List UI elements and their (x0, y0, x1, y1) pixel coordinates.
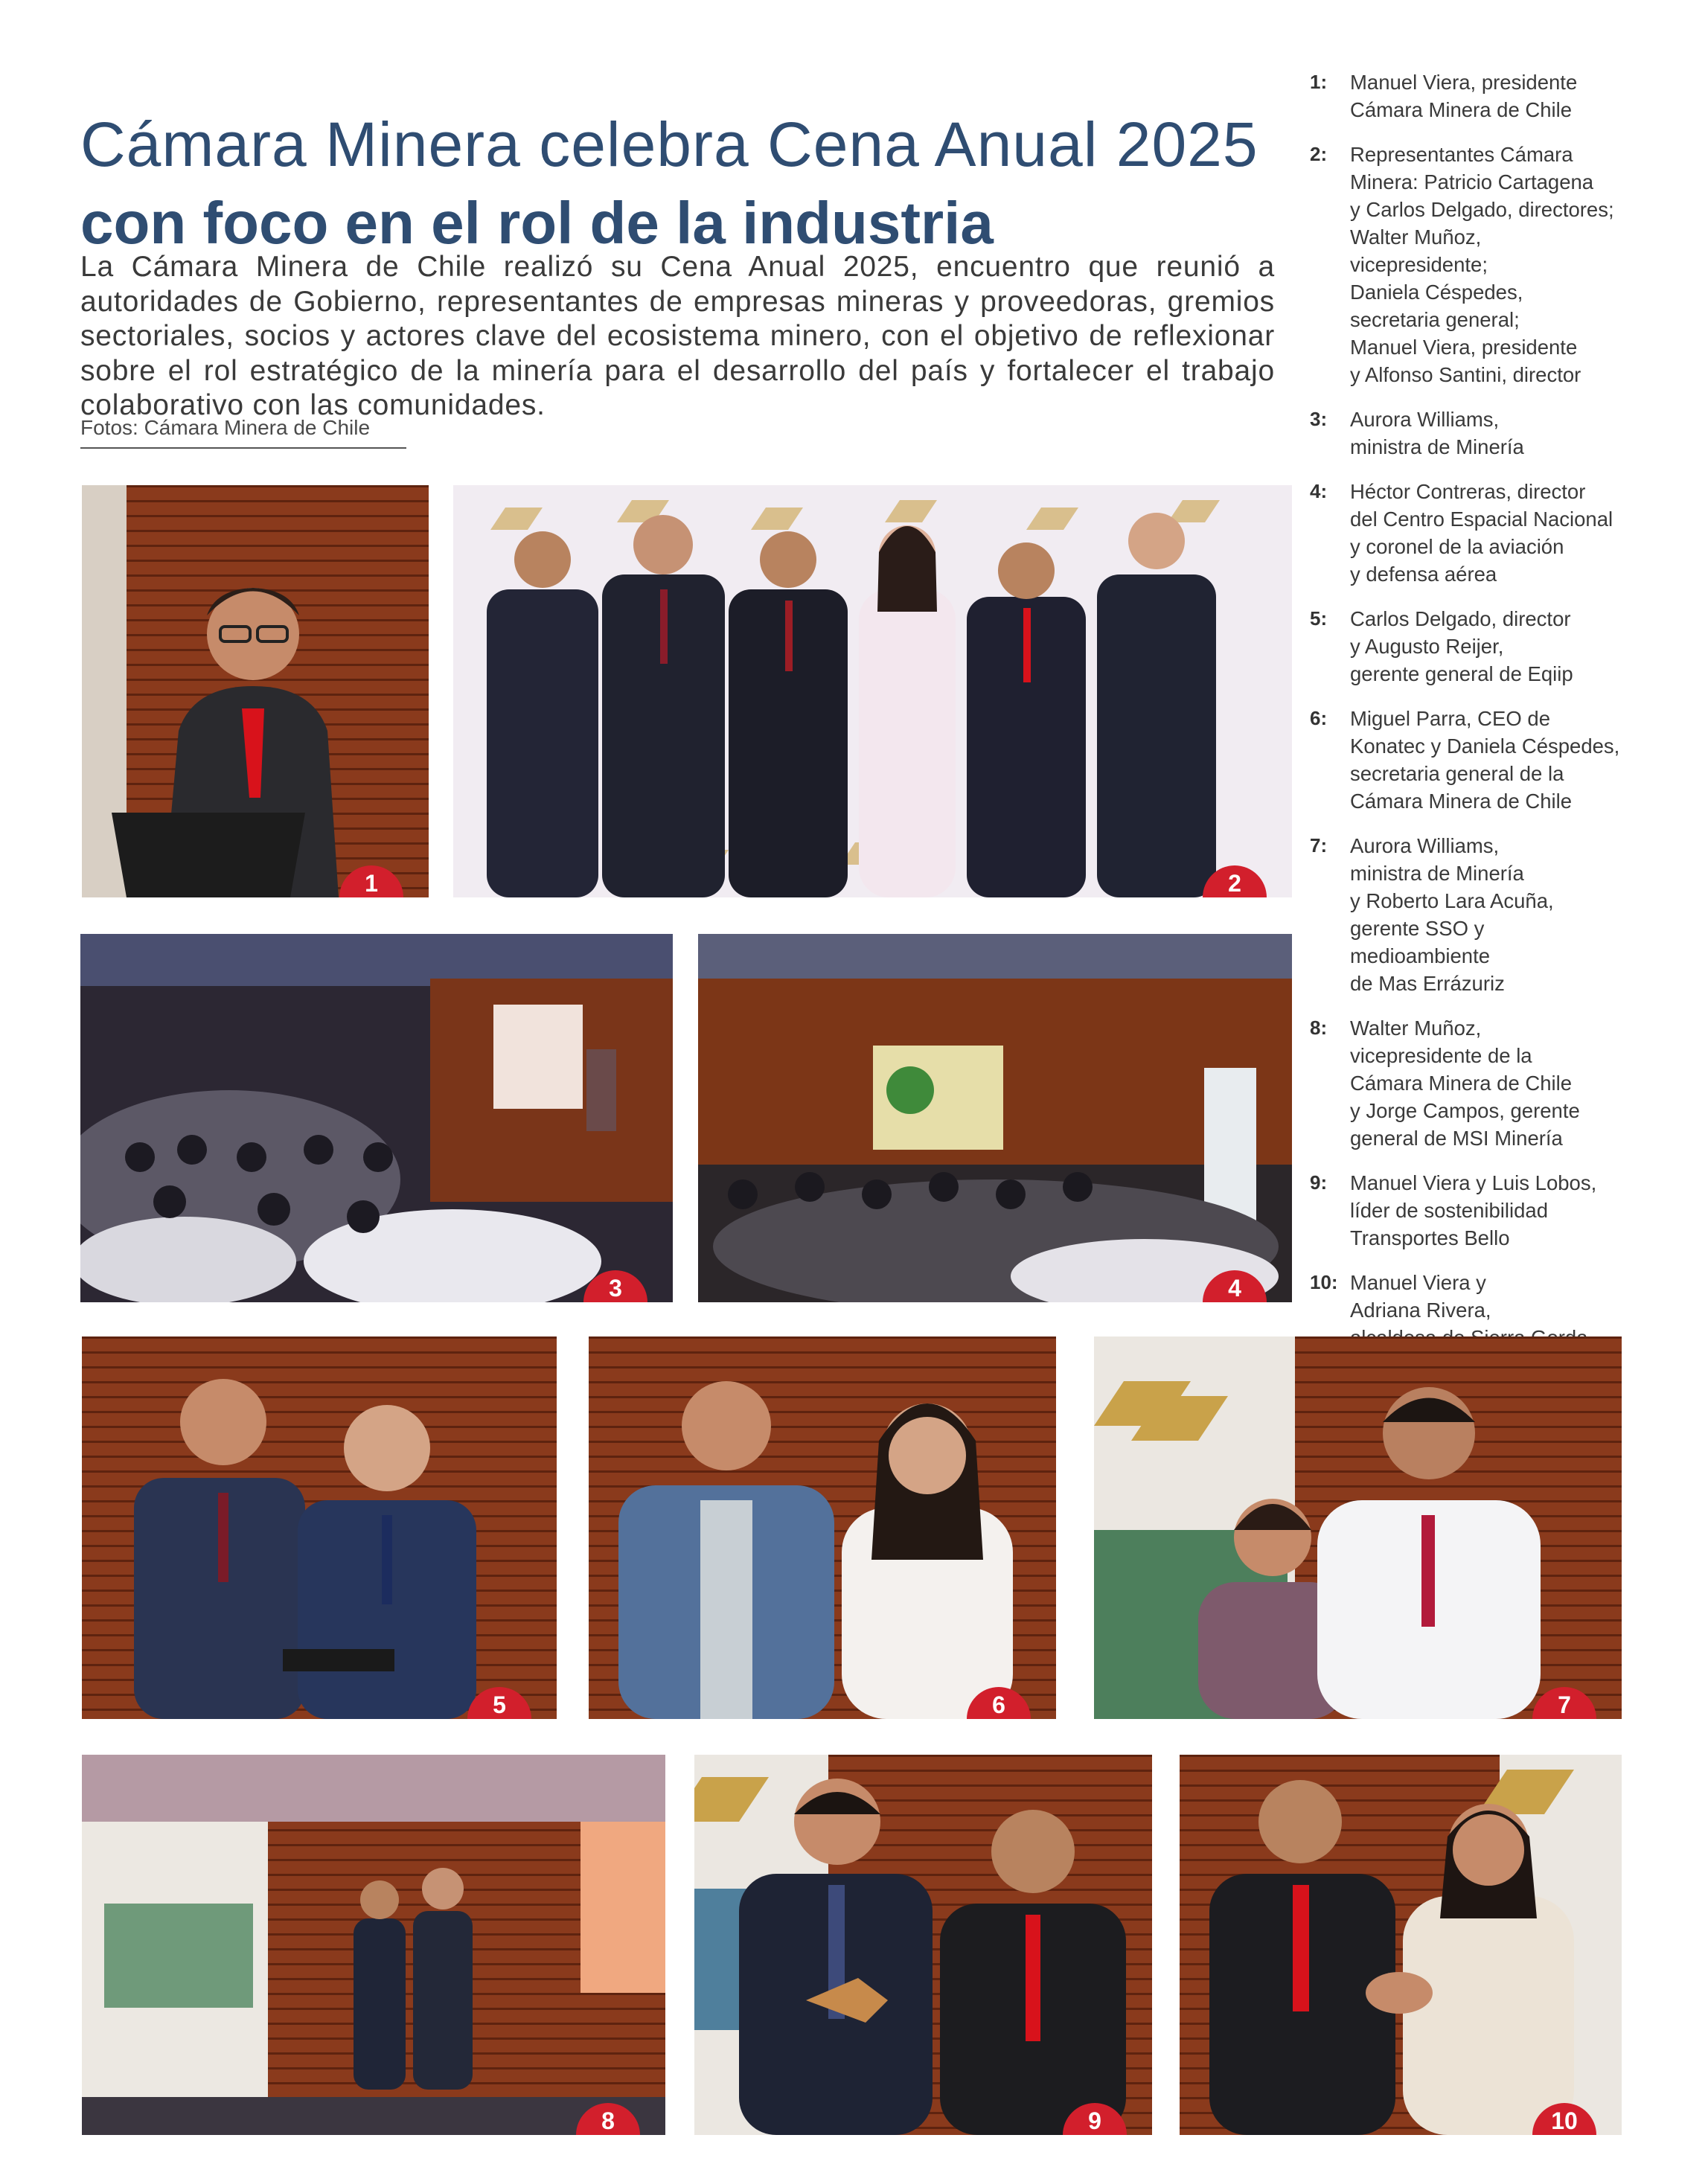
photo-9 (694, 1755, 1152, 2135)
photo-badge: 5 (467, 1687, 531, 1719)
photo-5-illustration (82, 1337, 557, 1719)
caption-number: 4: (1310, 480, 1328, 502)
article-intro: La Cámara Minera de Chile realizó su Cena Anual 2025, encuentro que reunió a autoridades de Gobierno, representantes de empresas mineras y proveedoras, gremios sectoriales, socios y actores clave del ecosistema minero, con el objetivo de reflexionar sobre el rol estratégico de la minería para el desarrollo del país y fortalecer el trabajo colaborativo con las comunidades. (80, 251, 1275, 421)
caption-number: 3: (1310, 408, 1328, 430)
caption-text: Manuel Viera y Adriana Rivera, (1350, 1271, 1491, 1322)
photo-6-illustration (589, 1337, 1056, 1719)
caption-number: 10: (1310, 1271, 1338, 1293)
caption-text: Aurora Williams, ministra de Minería (1350, 408, 1524, 458)
photo-8 (82, 1755, 665, 2135)
photo-8-illustration (82, 1755, 665, 2135)
caption-number: 5: (1310, 607, 1328, 630)
photo-7-illustration (1094, 1337, 1622, 1719)
photo-badge: 6 (967, 1687, 1031, 1719)
photo-3-illustration (80, 934, 673, 1302)
caption-item (1310, 1169, 1622, 1252)
photo-badge: 10 (1532, 2103, 1596, 2135)
photo-1-illustration (82, 485, 429, 897)
photo-10-illustration (1180, 1755, 1622, 2135)
photo-credit: Fotos: Cámara Minera de Chile (80, 413, 406, 449)
photo-badge: 8 (576, 2103, 640, 2135)
photo-1 (82, 485, 429, 897)
caption-item (1310, 832, 1622, 997)
caption-list (1310, 68, 1622, 1368)
photo-badge: 9 (1063, 2103, 1127, 2135)
caption-text: Héctor Contreras, director del Centro Espacial Nacional y coronel de la aviación y defensa aérea (1350, 480, 1613, 586)
photo-badge: 7 (1532, 1687, 1596, 1719)
caption-text: Representantes Cámara Minera: Patricio Cartagena y Carlos Delgado, directores; Walter Muñoz, vicepresidente; Daniela Céspedes, secretaria general; Manuel Viera, presidente y Alfonso Santini, director (1350, 143, 1614, 386)
photo-6 (589, 1337, 1056, 1719)
photo-5 (82, 1337, 557, 1719)
caption-item (1310, 406, 1622, 461)
caption-item (1310, 705, 1622, 815)
caption-text: Aurora Williams, ministra de Minería y Roberto Lara Acuña, gerente SSO y medioambiente de Mas Errázuriz (1350, 834, 1554, 995)
caption-text: Manuel Viera y Luis Lobos, líder de sostenibilidad Transportes Bello (1350, 1171, 1597, 1249)
article-title-line-1: Cámara Minera celebra Cena Anual 2025 (80, 109, 1258, 180)
caption-item (1310, 68, 1622, 124)
photo-badge: 3 (583, 1270, 647, 1302)
photo-badge: 1 (339, 865, 403, 897)
photo-10 (1180, 1755, 1622, 2135)
caption-number: 1: (1310, 71, 1328, 93)
caption-item (1310, 1014, 1622, 1152)
caption-number: 7: (1310, 834, 1328, 857)
photo-4 (698, 934, 1292, 1302)
photo-9-illustration (694, 1755, 1152, 2135)
photo-badge: 2 (1203, 865, 1267, 897)
caption-item (1310, 141, 1622, 388)
caption-text: Miguel Parra, CEO de Konatec y Daniela Céspedes, secretaria general de la Cámara Minera de Chile (1350, 707, 1620, 813)
photo-2-illustration (453, 485, 1292, 897)
photo-2 (453, 485, 1292, 897)
caption-number: 6: (1310, 707, 1328, 729)
photo-7 (1094, 1337, 1622, 1719)
caption-number: 8: (1310, 1017, 1328, 1039)
caption-item (1310, 478, 1622, 588)
article-title-line-2: con foco en el rol de la industria (80, 190, 994, 257)
caption-number: 2: (1310, 143, 1328, 165)
caption-text: Carlos Delgado, director y Augusto Reijer, gerente general de Eqiip (1350, 607, 1573, 685)
caption-number: 9: (1310, 1171, 1328, 1194)
photo-4-illustration (698, 934, 1292, 1302)
photo-3 (80, 934, 673, 1302)
caption-item (1310, 605, 1622, 688)
caption-text: Walter Muñoz, vicepresidente de la Cámara Minera de Chile y Jorge Campos, gerente general de MSI Minería (1350, 1017, 1580, 1150)
photo-badge: 4 (1203, 1270, 1267, 1302)
caption-text: Manuel Viera, presidente Cámara Minera de Chile (1350, 71, 1578, 121)
